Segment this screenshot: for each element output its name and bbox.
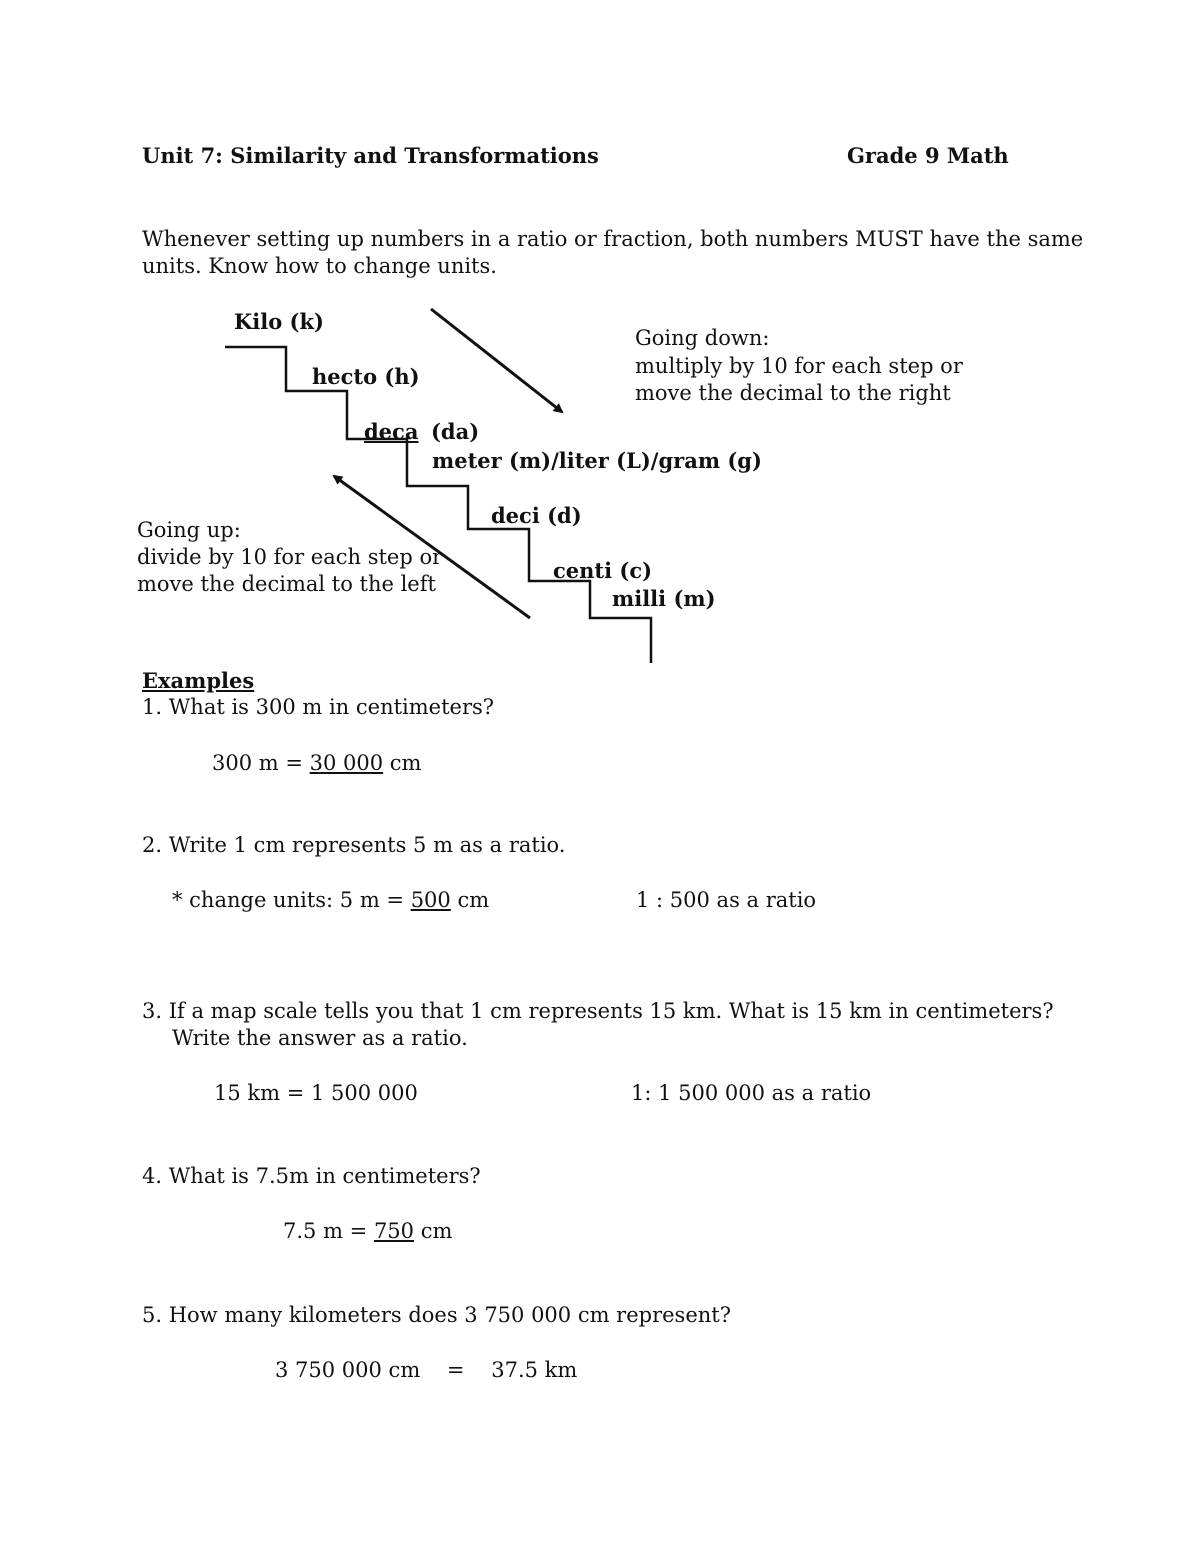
example-2-ratio: 1 : 500 as a ratio (636, 888, 817, 912)
going-down-title: Going down: (635, 326, 770, 350)
example-1-answer: 300 m = 30 000 cm (212, 751, 422, 775)
going-up-line-1: divide by 10 for each step or (137, 545, 443, 569)
prefix-kilo: Kilo (k) (234, 309, 324, 334)
prefix-hecto: hecto (h) (312, 364, 420, 389)
going-down-line-2: move the decimal to the right (635, 381, 951, 405)
examples-heading: Examples (142, 668, 255, 693)
example-2-question: 2. Write 1 cm represents 5 m as a ratio. (142, 833, 566, 857)
example-4-question: 4. What is 7.5m in centimeters? (142, 1164, 481, 1188)
prefix-deca-abbr: (da) (431, 419, 480, 444)
prefix-deca: deca (364, 419, 419, 444)
prefix-milli: milli (m) (612, 586, 716, 611)
example-5-answer: 3 750 000 cm = 37.5 km (275, 1358, 578, 1382)
grade-label: Grade 9 Math (847, 143, 1009, 168)
prefix-centi: centi (c) (553, 558, 653, 583)
example-3-question-line-1: 3. If a map scale tells you that 1 cm represents 15 km. What is 15 km in centimeters? (142, 999, 1054, 1023)
intro-line-1: Whenever setting up numbers in a ratio or fraction, both numbers MUST have the same (142, 227, 1084, 251)
base-units: meter (m)/liter (L)/gram (g) (432, 448, 762, 473)
example-4-answer-value: 750 (373, 1219, 415, 1243)
going-up-line-2: move the decimal to the left (137, 572, 436, 596)
example-1-question: 1. What is 300 m in centimeters? (142, 695, 495, 719)
unit-title: Unit 7: Similarity and Transformations (142, 143, 599, 168)
example-3-ratio: 1: 1 500 000 as a ratio (631, 1081, 872, 1105)
example-2-step: * change units: 5 m = 500 cm (172, 888, 490, 912)
example-1-answer-value: 30 000 (309, 751, 384, 775)
example-3-answer: 15 km = 1 500 000 (214, 1081, 418, 1105)
arrow-down-right (431, 309, 562, 412)
going-up-title: Going up: (137, 518, 241, 542)
example-4-answer: 7.5 m = 750 cm (283, 1219, 453, 1243)
example-2-answer-value: 500 (410, 888, 451, 912)
staircase-line (225, 347, 651, 663)
going-down-line-1: multiply by 10 for each step or (635, 354, 963, 378)
example-3-question-line-2: Write the answer as a ratio. (172, 1026, 468, 1050)
prefix-deci: deci (d) (491, 503, 582, 528)
example-5-question: 5. How many kilometers does 3 750 000 cm represent? (142, 1303, 731, 1327)
intro-line-2: units. Know how to change units. (142, 254, 497, 278)
